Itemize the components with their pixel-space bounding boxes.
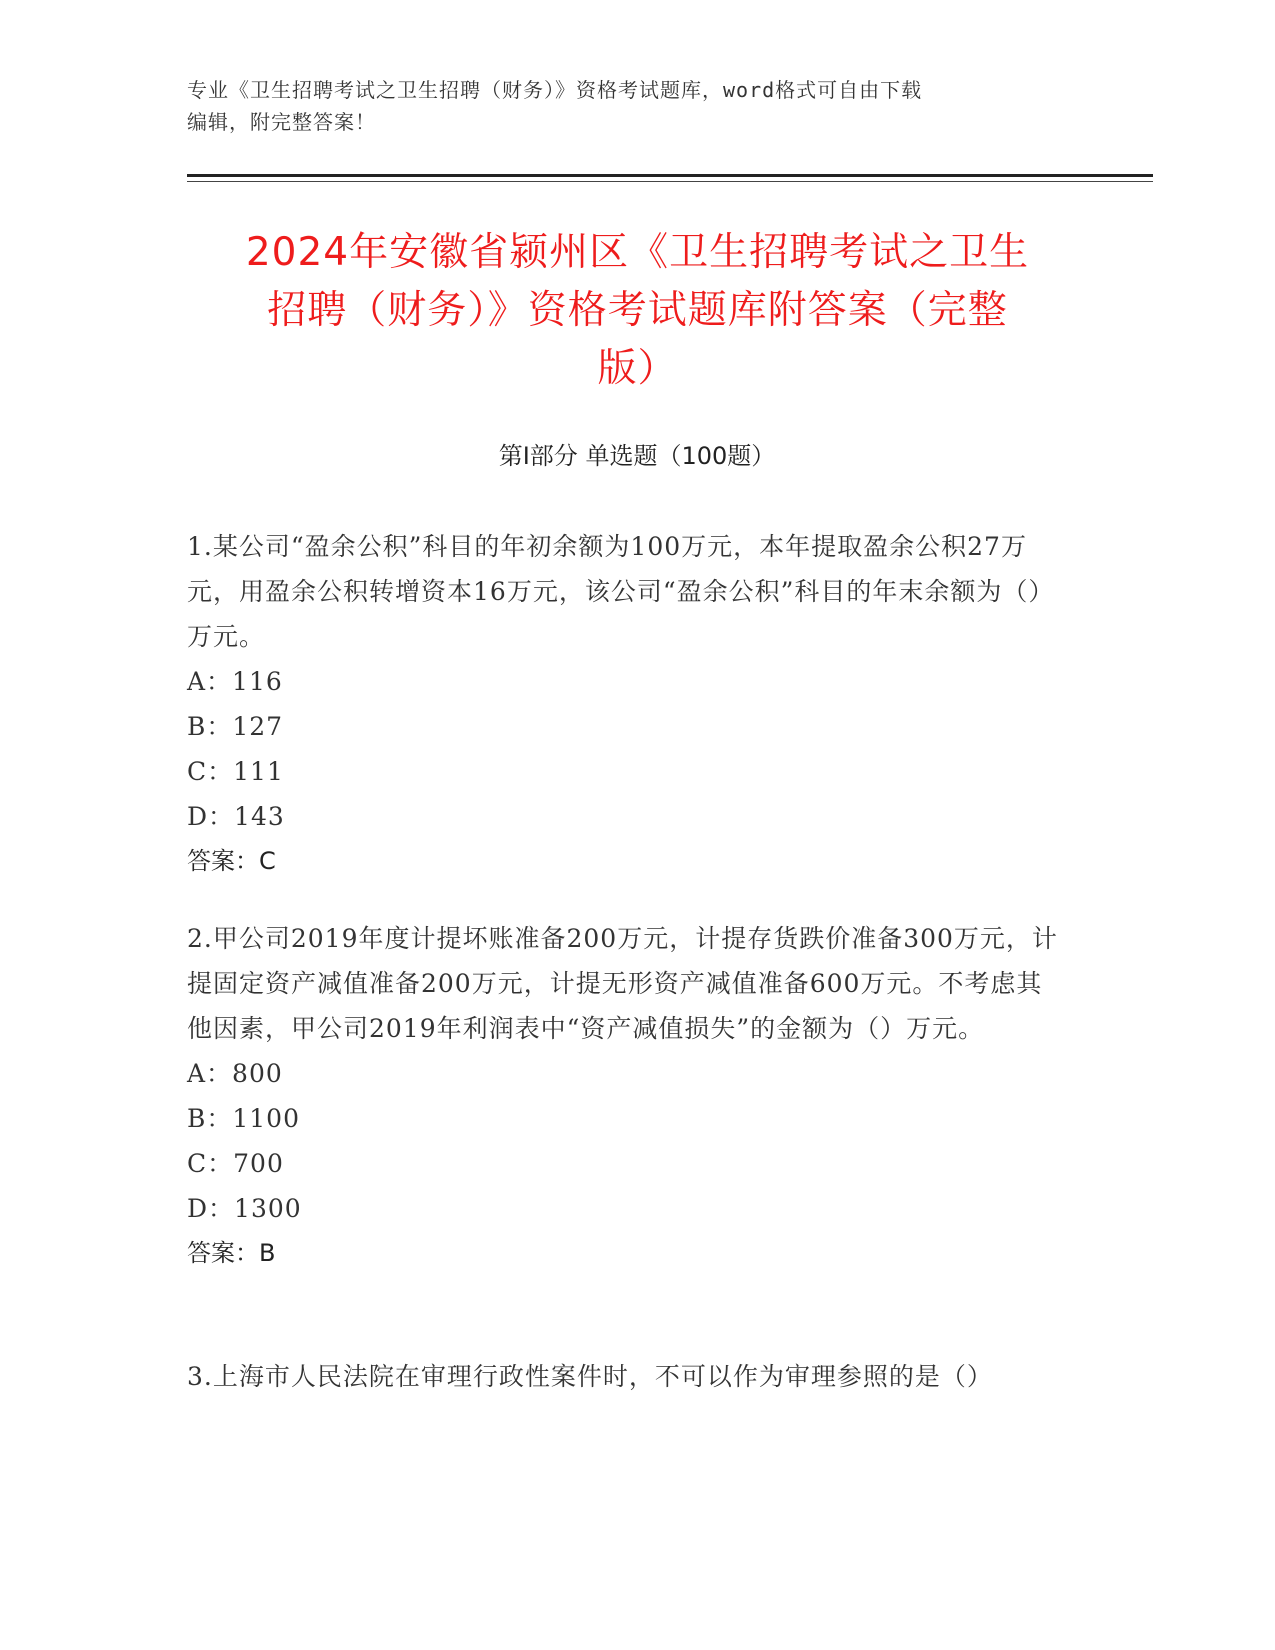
question-item [187, 1354, 1067, 1399]
option-d: D：1300 [187, 1194, 302, 1223]
document-title-line1: 2024年安徽省颍州区《卫生招聘考试之卫生 [245, 230, 1030, 275]
option-a: A：116 [187, 667, 283, 696]
option-d: D：143 [187, 802, 285, 831]
header-divider-thin [187, 181, 1153, 182]
question-item [187, 916, 1067, 1276]
document-title-line2: 招聘（财务）》资格考试题库附答案（完整 [267, 288, 1008, 333]
question-item [187, 524, 1067, 884]
question-stem: 3.上海市人民法院在审理行政性案件时，不可以作为审理参照的是（） [187, 1362, 993, 1391]
option-a: A：800 [187, 1059, 283, 1088]
option-c: C：700 [187, 1149, 284, 1178]
option-c: C：111 [187, 757, 284, 786]
header-note [187, 74, 1087, 138]
section-heading: 第Ⅰ部分 单选题（100题） [498, 442, 776, 470]
document-title [170, 224, 1105, 398]
header-divider-thick [187, 174, 1153, 177]
answer-line: 答案：C [187, 847, 276, 875]
question-stem: 2.甲公司2019年度计提坏账准备200万元，计提存货跌价准备300万元，计提固定资产减值准备200万元，计提无形资产减值准备600万元。不考虑其他因素，甲公司2019年利润表中“资产减值损失”的金额为（）万元。 [187, 924, 1058, 1043]
header-note-line2: 编辑，附完整答案！ [187, 110, 376, 134]
option-b: B：1100 [187, 1104, 300, 1133]
answer-line: 答案：B [187, 1239, 276, 1267]
option-b: B：127 [187, 712, 284, 741]
document-title-line3: 版） [597, 346, 678, 391]
question-stem: 1.某公司“盈余公积”科目的年初余额为100万元，本年提取盈余公积27万元，用盈余公积转增资本16万元，该公司“盈余公积”科目的年末余额为（）万元。 [187, 532, 1055, 651]
header-note-line1: 专业《卫生招聘考试之卫生招聘（财务）》资格考试题库，word格式可自由下载 [187, 78, 923, 102]
